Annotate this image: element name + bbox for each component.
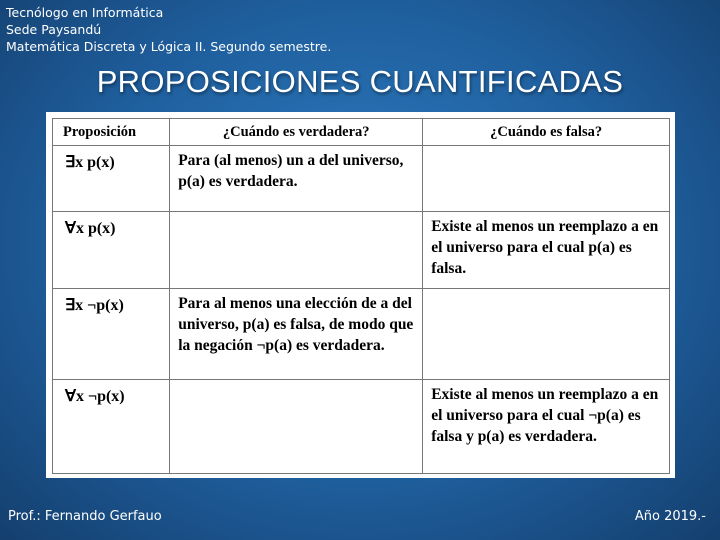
author-footer: Prof.: Fernando Gerfauo: [8, 509, 162, 524]
slide-title: PROPOSICIONES CUANTIFICADAS: [96, 64, 624, 99]
table-row: [53, 379, 670, 473]
table-row: [53, 146, 670, 212]
column-header-when-true: ¿Cuándo es verdadera?: [170, 119, 423, 146]
false-condition-cell: [423, 146, 670, 212]
true-condition-cell: Para (al menos) un a del universo, p(a) es verdadera.: [170, 146, 423, 212]
table-row: [53, 212, 670, 289]
campus-name: Sede Paysandú: [6, 22, 102, 37]
column-header-proposition: Proposición: [53, 119, 170, 146]
false-condition-cell: [423, 289, 670, 380]
true-condition-cell: [170, 212, 423, 289]
course-name: Tecnólogo en Informática: [6, 5, 164, 20]
year-footer: Año 2019.-: [634, 509, 706, 524]
proposition-cell: ∀x ¬p(x): [53, 379, 170, 473]
proposition-cell: ∃x p(x): [53, 146, 170, 212]
proposition-cell: ∃x ¬p(x): [53, 289, 170, 380]
column-header-when-false: ¿Cuándo es falsa?: [423, 119, 670, 146]
table-row: [53, 289, 670, 380]
false-condition-cell: Existe al menos un reemplazo a en el universo para el cual p(a) es falsa.: [423, 212, 670, 289]
proposition-cell: ∀x p(x): [53, 212, 170, 289]
quantified-propositions-table: [46, 112, 675, 478]
true-condition-cell: Para al menos una elección de a del universo, p(a) es falsa, de modo que la negación ¬p(a) es verdadera.: [170, 289, 423, 380]
true-condition-cell: [170, 379, 423, 473]
subject-name: Matemática Discreta y Lógica II. Segundo semestre.: [6, 39, 332, 54]
course-header: [6, 4, 331, 55]
false-condition-cell: Existe al menos un reemplazo a en el universo para el cual ¬p(a) es falsa y p(a) es verdadera.: [423, 379, 670, 473]
table-header-row: [53, 119, 670, 146]
